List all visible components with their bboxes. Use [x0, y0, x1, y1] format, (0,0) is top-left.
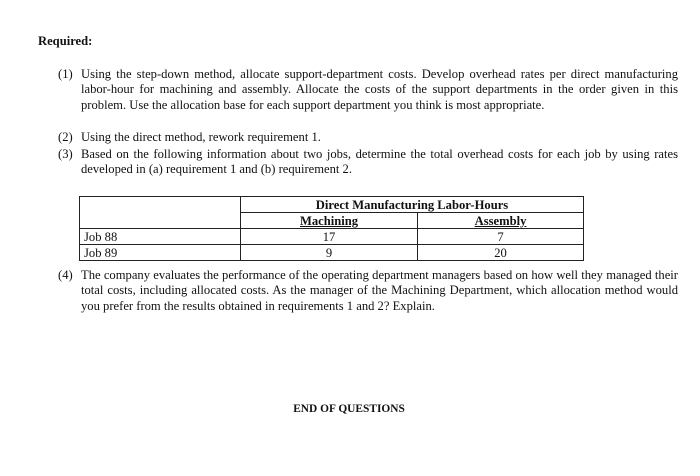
- column-header-label: Assembly: [474, 213, 527, 228]
- assembly-cell: 7: [418, 229, 584, 245]
- requirement-number: (1): [58, 67, 73, 81]
- table-corner-cell: [80, 197, 241, 229]
- requirement-text: Using the direct method, rework requirement 1.: [81, 130, 321, 144]
- requirement-number: (4): [58, 268, 73, 282]
- job-cell: Job 89: [80, 245, 241, 261]
- end-label: END OF QUESTIONS: [293, 403, 405, 415]
- column-header-label: Machining: [299, 213, 359, 228]
- column-header-assembly: [418, 213, 584, 229]
- machining-cell: 9: [241, 245, 418, 261]
- table-row: [80, 245, 584, 261]
- requirement-2: [58, 130, 678, 145]
- machining-cell: 17: [241, 229, 418, 245]
- requirement-1: [58, 67, 678, 113]
- table-row: [80, 229, 584, 245]
- column-header-machining: [241, 213, 418, 229]
- assembly-cell: 20: [418, 245, 584, 261]
- requirement-text: Based on the following information about two jobs, determine the total overhead costs for each job by using rates developed in (a) requirement 1 and (b) requirement 2.: [81, 147, 678, 177]
- requirement-text: The company evaluates the performance of the operating department managers based on how well they managed their total costs, including allocated costs. As the manager of the Machining Department, which allocation method would you prefer from the results obtained in requirements 1 and 2? Explain.: [81, 268, 678, 313]
- table-header-row: [80, 197, 584, 213]
- requirement-3: [58, 147, 678, 178]
- group-header: Direct Manufacturing Labor-Hours: [241, 197, 584, 213]
- required-heading: Required:: [38, 34, 93, 48]
- requirement-text: Using the step-down method, allocate support-department costs. Develop overhead rates per direct manufacturing labor-hour for machining and assembly. Allocate the costs of the support departments in the order given in this problem. Use the allocation base for each support department you think is most appropriate.: [81, 67, 678, 112]
- requirement-number: (2): [58, 130, 73, 144]
- labor-hours-table: [79, 196, 584, 261]
- requirement-4: [58, 268, 678, 314]
- end-of-questions: [0, 402, 700, 417]
- job-cell: Job 88: [80, 229, 241, 245]
- requirement-number: (3): [58, 147, 73, 161]
